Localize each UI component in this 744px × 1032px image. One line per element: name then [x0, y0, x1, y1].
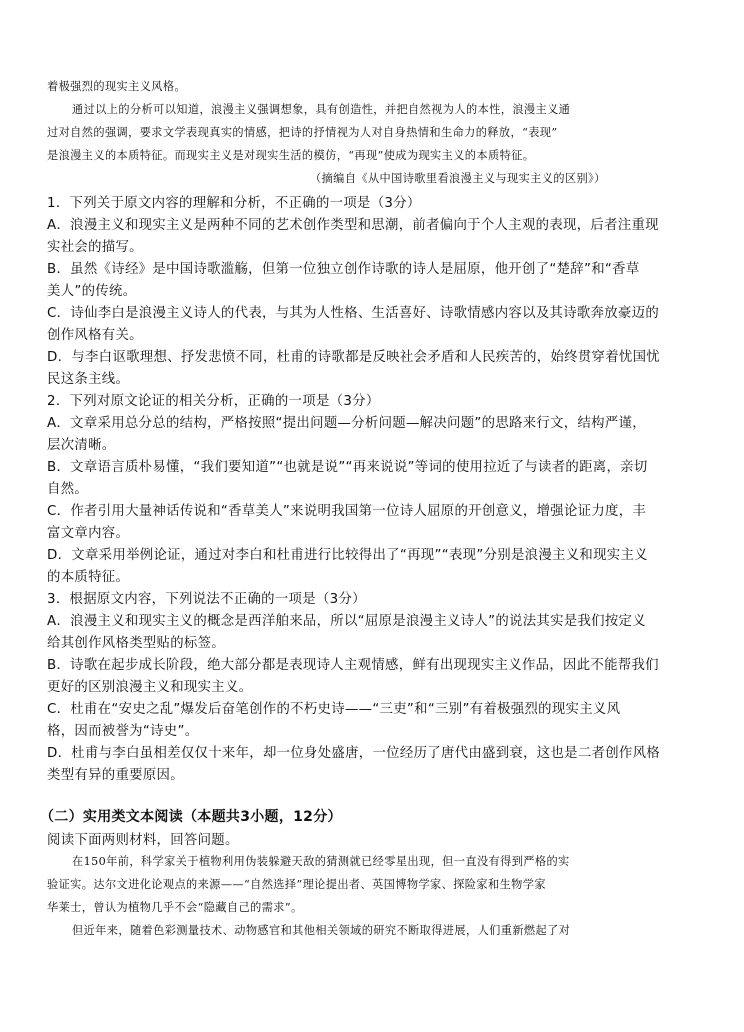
q3-option-b-line-2: 更好的区别浪漫主义和现实主义。 — [47, 680, 253, 695]
q2-option-c-line-1: C．作者引用大量神话传说和“香草美人”来说明我国第一位诗人屈原的开创意义，增强论证力度，丰 — [47, 504, 647, 519]
intro-paragraph-2-line-3: 是浪漫主义的本质特征。而现实主义是对现实生活的模仿，“再现”使成为现实主义的本质特征。 — [47, 149, 535, 162]
q3-option-a-line-1: A．浪漫主义和现实主义的概念是西洋舶来品，所以“屈原是浪漫主义诗人”的说法其实是我们按定义 — [47, 614, 646, 629]
q2-option-a-line-2: 层次清晰。 — [47, 438, 116, 453]
q1-option-c-line-1: C．诗仙李白是浪漫主义诗人的代表，与其为人性格、生活喜好、诗歌情感内容以及其诗歌奔放豪迈的 — [47, 306, 660, 321]
q3-option-c-line-2: 格，因而被誉为“诗史”。 — [47, 724, 199, 739]
intro-line-1: 着极强烈的现实主义风格。 — [47, 80, 187, 93]
question-3-stem: 3．根据原文内容，下列说法不正确的一项是（3分） — [47, 592, 366, 607]
material-paragraph-1-line-2: 验证实。达尔文进化论观点的来源——“自然选择”理论提出者、英国博物学家、探险家和生物学家 — [47, 878, 546, 891]
q1-option-a-line-2: 实社会的描写。 — [47, 240, 143, 255]
material-paragraph-1-line-1: 在150年前，科学家关于植物利用伪装躲避天敌的猜测就已经零星出现，但一直没有得到严格的实 — [72, 855, 570, 868]
question-2-stem: 2．下列对原文论证的相关分析，正确的一项是（3分） — [47, 394, 380, 409]
q3-option-d-line-2: 类型有异的重要原因。 — [47, 768, 184, 783]
q1-option-b-line-1: B．虽然《诗经》是中国诗歌滥觞，但第一位独立创作诗歌的诗人是屈原，他开创了“楚辞”和“香草 — [47, 262, 640, 277]
q1-option-c-line-2: 创作风格有关。 — [47, 328, 143, 343]
source-citation: （摘编自《从中国诗歌里看浪漫主义与现实主义的区别》） — [310, 172, 606, 185]
q3-option-d-line-1: D．杜甫与李白虽相差仅仅十来年，却一位身处盛唐，一位经历了唐代由盛到衰，这也是二者创作风格 — [47, 746, 660, 761]
question-1-stem: 1．下列关于原文内容的理解和分析，不正确的一项是（3分） — [47, 196, 421, 211]
q1-option-b-line-2: 美人”的传统。 — [47, 284, 137, 299]
q3-option-a-line-2: 给其创作风格类型贴的标签。 — [47, 636, 225, 651]
q1-option-d-line-2: 民这条主线。 — [47, 372, 130, 387]
q2-option-d-line-2: 的本质特征。 — [47, 570, 130, 585]
q2-option-c-line-2: 富文章内容。 — [47, 526, 130, 541]
q3-option-c-line-1: C．杜甫在“安史之乱”爆发后奋笔创作的不朽史诗——“三吏”和“三别”有着极强烈的现实主义风 — [47, 702, 621, 717]
q3-option-b-line-1: B．诗歌在起步成长阶段，绝大部分都是表现诗人主观情感，鲜有出现现实主义作品，因此不能帮我们 — [47, 658, 659, 673]
q2-option-d-line-1: D．文章采用举例论证，通过对李白和杜甫进行比较得出了“再现”“表现”分别是浪漫主义和现实主义 — [47, 548, 648, 563]
q2-option-a-line-1: A．文章采用总分总的结构，严格按照“提出问题—分析问题—解决问题”的思路来行文，结构严谨， — [47, 416, 646, 431]
material-paragraph-1-line-3: 华莱士，曾认为植物几乎不会“隐藏自己的需求”。 — [47, 901, 303, 914]
q2-option-b-line-1: B．文章语言质朴易懂，“我们要知道”“也就是说”“再来说说”等词的使用拉近了与读者的距离，亲切 — [47, 460, 648, 475]
section-2-heading: （二）实用类文本阅读（本题共3小题，12分） — [40, 809, 342, 825]
q1-option-a-line-1: A．浪漫主义和现实主义是两种不同的艺术创作类型和思潮，前者偏向于个人主观的表现，后者注重现 — [47, 218, 659, 233]
section-2-instruction: 阅读下面两则材料，回答问题。 — [47, 833, 239, 848]
intro-paragraph-2-line-1: 通过以上的分析可以知道，浪漫主义强调想象，具有创造性，并把自然视为人的本性，浪漫主义通 — [72, 103, 571, 116]
q1-option-d-line-1: D．与李白讴歌理想、抒发悲愤不同，杜甫的诗歌都是反映社会矛盾和人民疾苦的，始终贯穿着忧国忧 — [47, 350, 660, 365]
q2-option-b-line-2: 自然。 — [47, 482, 89, 497]
material-paragraph-2-line-1: 但近年来，随着色彩测量技术、动物感官和其他相关领域的研究不断取得进展，人们重新燃起了对 — [72, 924, 571, 937]
intro-paragraph-2-line-2: 过对自然的强调，要求文学表现真实的情感，把诗的抒情视为人对自身热情和生命力的释放，“表现” — [47, 126, 558, 139]
